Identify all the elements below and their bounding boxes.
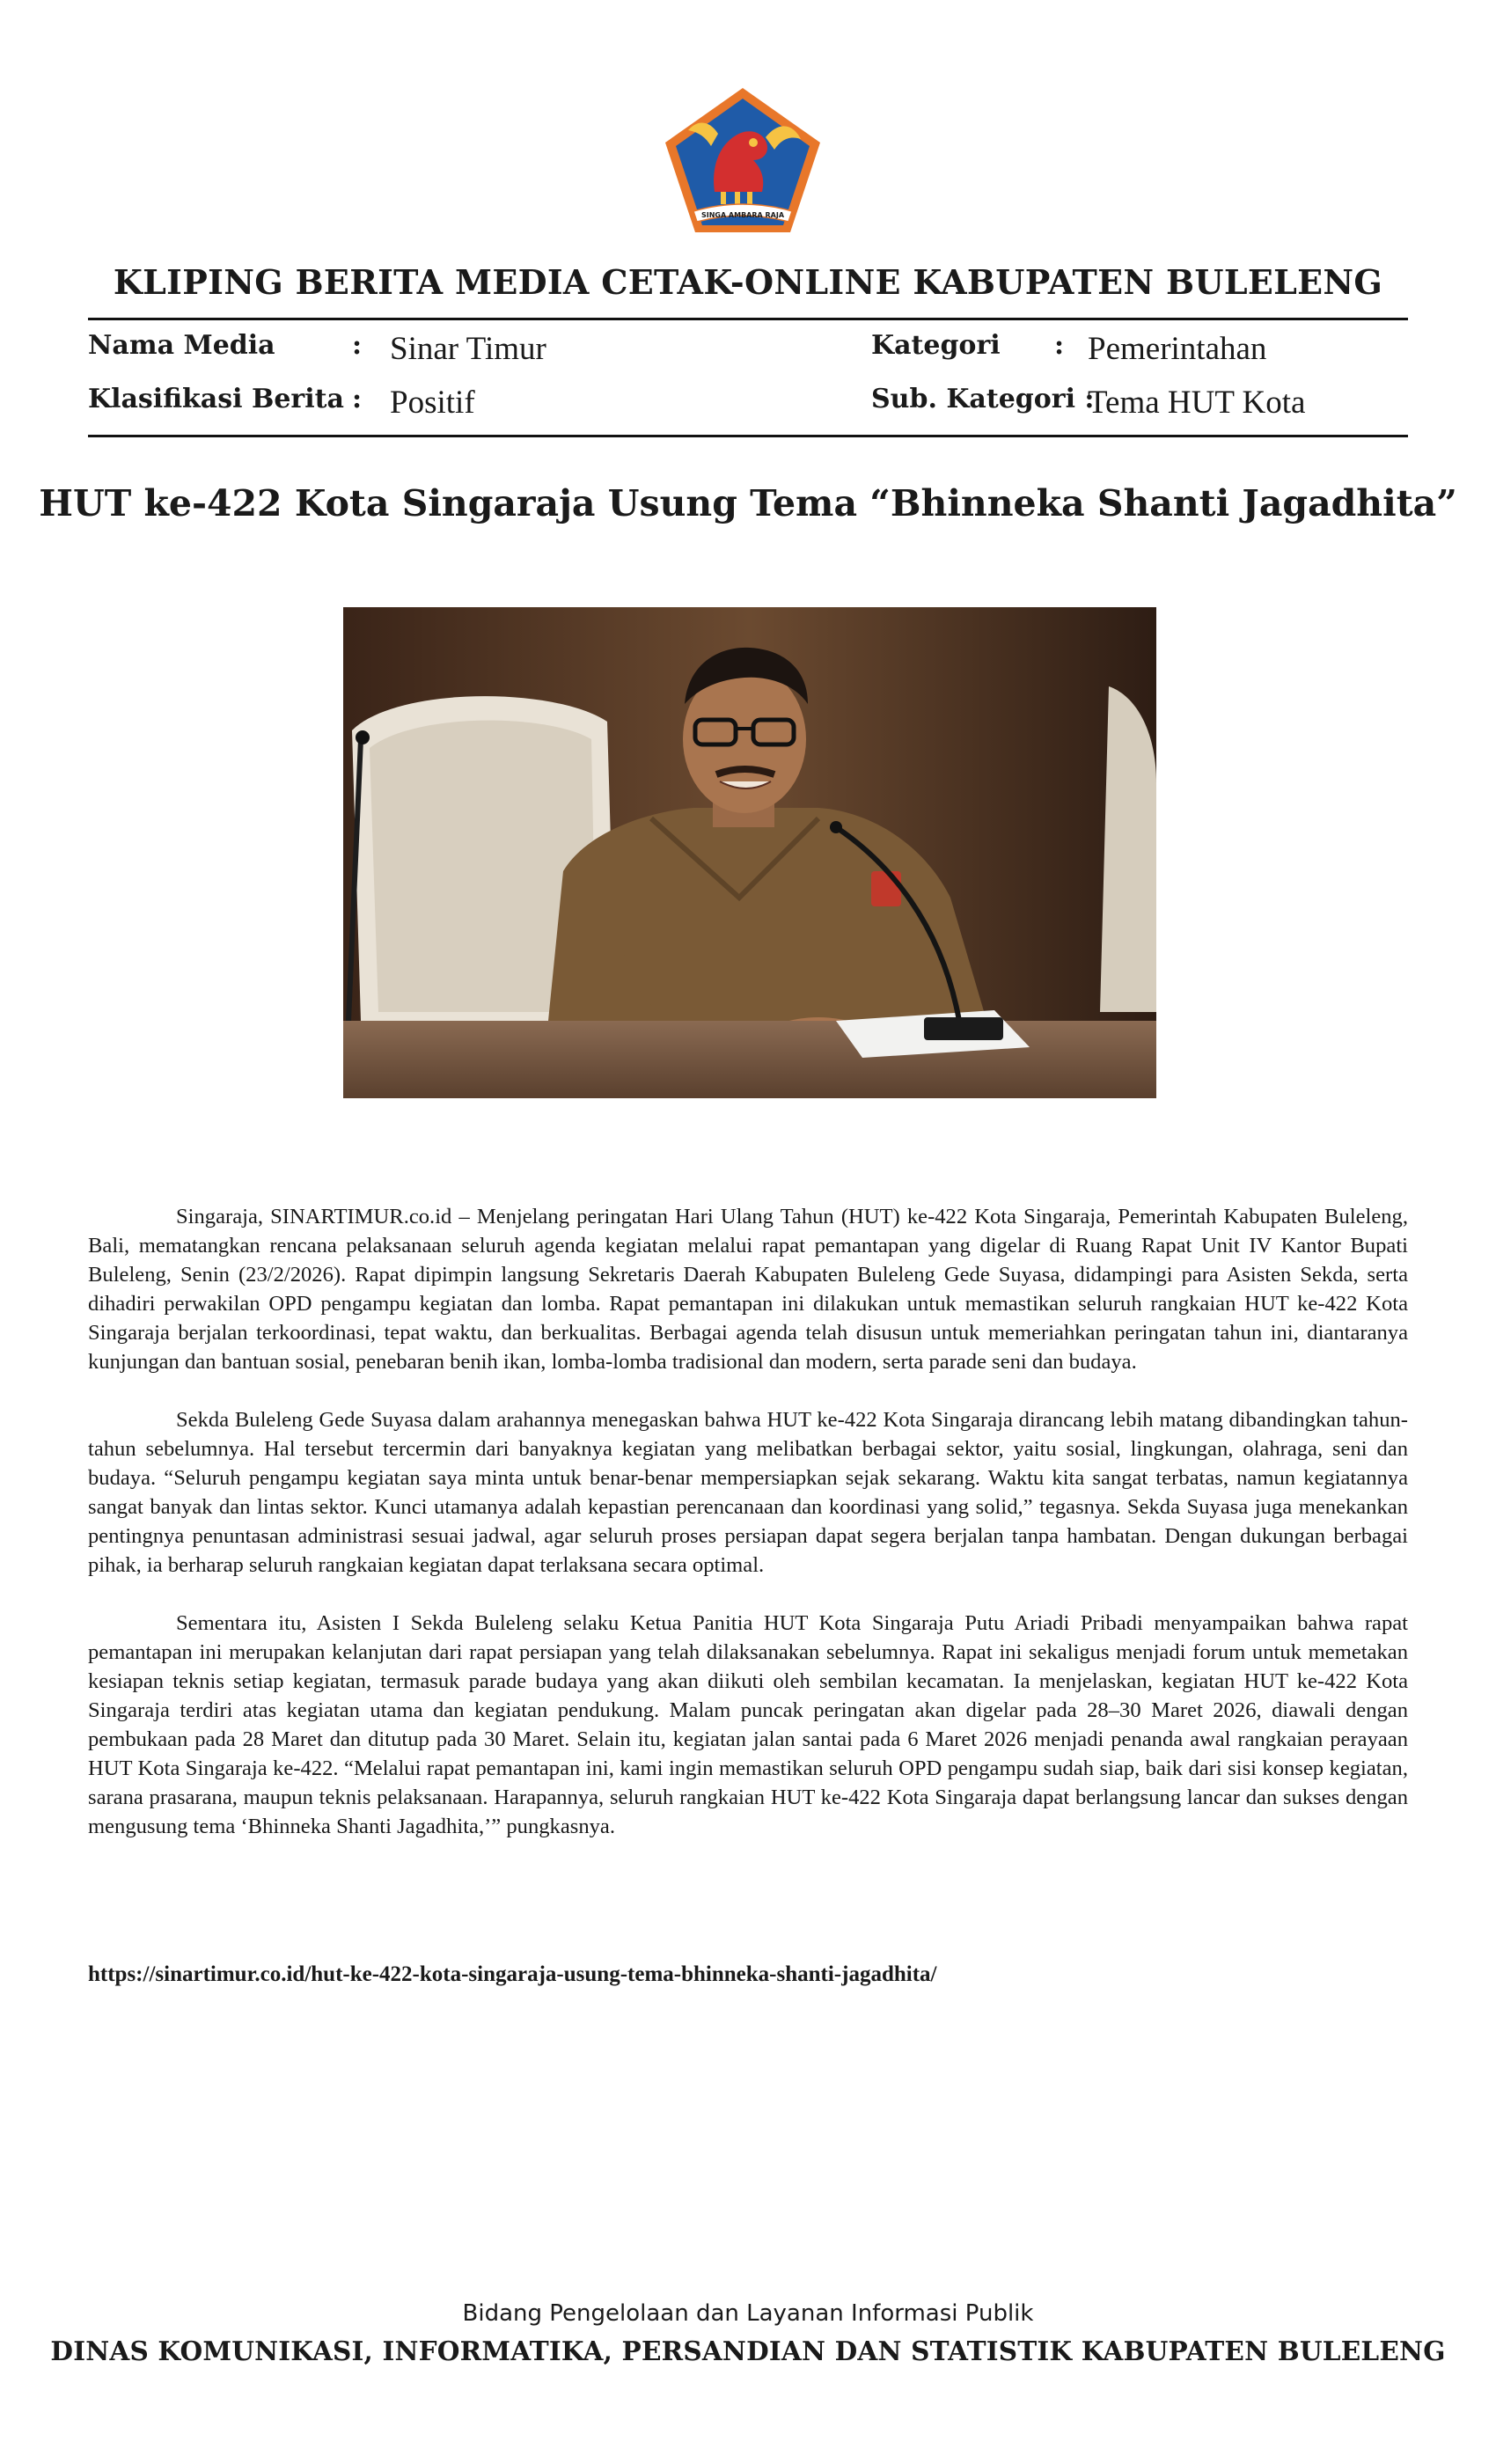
kategori-label: Kategori: [871, 330, 1001, 361]
article-paragraph-3: Sementara itu, Asisten I Sekda Buleleng selaku Ketua Panitia HUT Kota Singaraja Putu Ariadi Pribadi menyampaikan bahwa rapat pemantapan ini merupakan kelanjutan dari rapat persiapan yang telah dilaksanakan sebelumnya. Rapat ini sekaligus menjadi forum untuk memetakan kesiapan teknis setiap kegiatan, termasuk parade budaya yang akan diikuti oleh sembilan kecamatan. Ia menjelaskan, kegiatan HUT ke-422 Kota Singaraja terdiri atas kegiatan utama dan kegiatan pendukung. Malam puncak peringatan akan digelar pada 28–30 Maret 2026, diawali dengan pembukaan pada 28 Maret dan ditutup pada 30 Maret. Selain itu, kegiatan jalan santai pada 6 Maret 2026 menjadi penanda awal rangkaian perayaan HUT Kota Singaraja ke-422. “Melalui rapat pemantapan ini, kami ingin memastikan seluruh OPD pengampu sudah siap, baik dari sisi konsep kegiatan, sarana prasarana, maupun teknis pelaksanaan. Harapannya, seluruh rangkaian HUT ke-422 Kota Singaraja dapat berlangsung lancar dan sukses dengan mengusung tema ‘Bhinneka Shanti Jagadhita,’” pungkasnya.: [88, 1611, 1408, 1838]
klasifikasi-label: Klasifikasi Berita: [88, 384, 344, 414]
official-speaking-at-meeting-photo: [343, 607, 1156, 1098]
header-divider: [88, 318, 1408, 320]
subkategori-label: Sub. Kategori :: [871, 384, 1095, 414]
footer-agency-name: DINAS KOMUNIKASI, INFORMATIKA, PERSANDIAN DAN STATISTIK KABUPATEN BULELENG: [50, 2336, 1446, 2366]
article-paragraph-2: Sekda Buleleng Gede Suyasa dalam arahannya menegaskan bahwa HUT ke-422 Kota Singaraja dirancang lebih matang dibandingkan tahun-tahun sebelumnya. Hal tersebut tercermin dari banyaknya kegiatan yang melibatkan berbagai sektor, yaitu sosial, lingkungan, olahraga, seni dan budaya. “Seluruh pengampu kegiatan saya minta untuk benar-benar mempersiapkan sejak sekarang. Waktu kita sangat terbatas, namun kegiatannya sangat banyak dan lintas sektor. Kunci utamanya adalah kepastian perencanaan dan koordinasi yang solid,” tegasnya. Sekda Suyasa juga menekankan pentingnya penuntasan administrasi sesuai jadwal, agar seluruh proses persiapan dapat segera berjalan tanpa hambatan. Dengan dukungan berbagai pihak, ia berharap seluruh rangkaian kegiatan dapat terlaksana secara optimal.: [88, 1408, 1408, 1577]
media-value: Sinar Timur: [390, 331, 546, 367]
klasifikasi-value: Positif: [390, 385, 475, 421]
crest-motto: SINGA AMBARA RAJA: [700, 211, 785, 219]
article-headline: HUT ke-422 Kota Singaraja Usung Tema “Bhinneka Shanti Jagadhita”: [39, 482, 1457, 524]
kabupaten-buleleng-crest-icon: [662, 84, 824, 236]
kliping-title: KLIPING BERITA MEDIA CETAK-ONLINE KABUPATEN BULELENG: [113, 262, 1383, 302]
article-paragraph-1: Singaraja, SINARTIMUR.co.id – Menjelang peringatan Hari Ulang Tahun (HUT) ke-422 Kota Singaraja, Pemerintah Kabupaten Buleleng, Bali, mematangkan rencana pelaksanaan seluruh agenda kegiatan melalui rapat pemantapan yang digelar di Ruang Rapat Unit IV Kantor Bupati Buleleng, Senin (23/2/2026). Rapat dipimpin langsung Sekretaris Daerah Kabupaten Buleleng Gede Suyasa, didampingi para Asisten Sekda, serta dihadiri perwakilan OPD pengampu kegiatan dan lomba. Rapat pemantapan ini dilakukan untuk memastikan seluruh rangkaian HUT ke-422 Kota Singaraja berjalan terkoordinasi, tepat waktu, dan berkualitas. Berbagai agenda telah disusun untuk memeriahkan peringatan tahun ini, diantaranya kunjungan dan bantuan sosial, penebaran benih ikan, lomba-lomba tradisional dan modern, serta parade seni dan budaya.: [88, 1205, 1408, 1374]
meta-divider: [88, 435, 1408, 437]
media-colon: :: [352, 330, 363, 361]
subkategori-value: Tema HUT Kota: [1088, 385, 1306, 421]
source-link[interactable]: https://sinartimur.co.id/hut-ke-422-kota-singaraja-usung-tema-bhinneka-shanti-jagadhita/: [88, 1962, 937, 1986]
article-body: [88, 1202, 1408, 1870]
kategori-colon: :: [1054, 330, 1065, 361]
footer-unit-name: Bidang Pengelolaan dan Layanan Informasi Publik: [462, 2300, 1034, 2327]
klasifikasi-colon: :: [352, 384, 363, 414]
media-label: Nama Media: [88, 330, 275, 361]
kategori-value: Pemerintahan: [1088, 331, 1267, 367]
